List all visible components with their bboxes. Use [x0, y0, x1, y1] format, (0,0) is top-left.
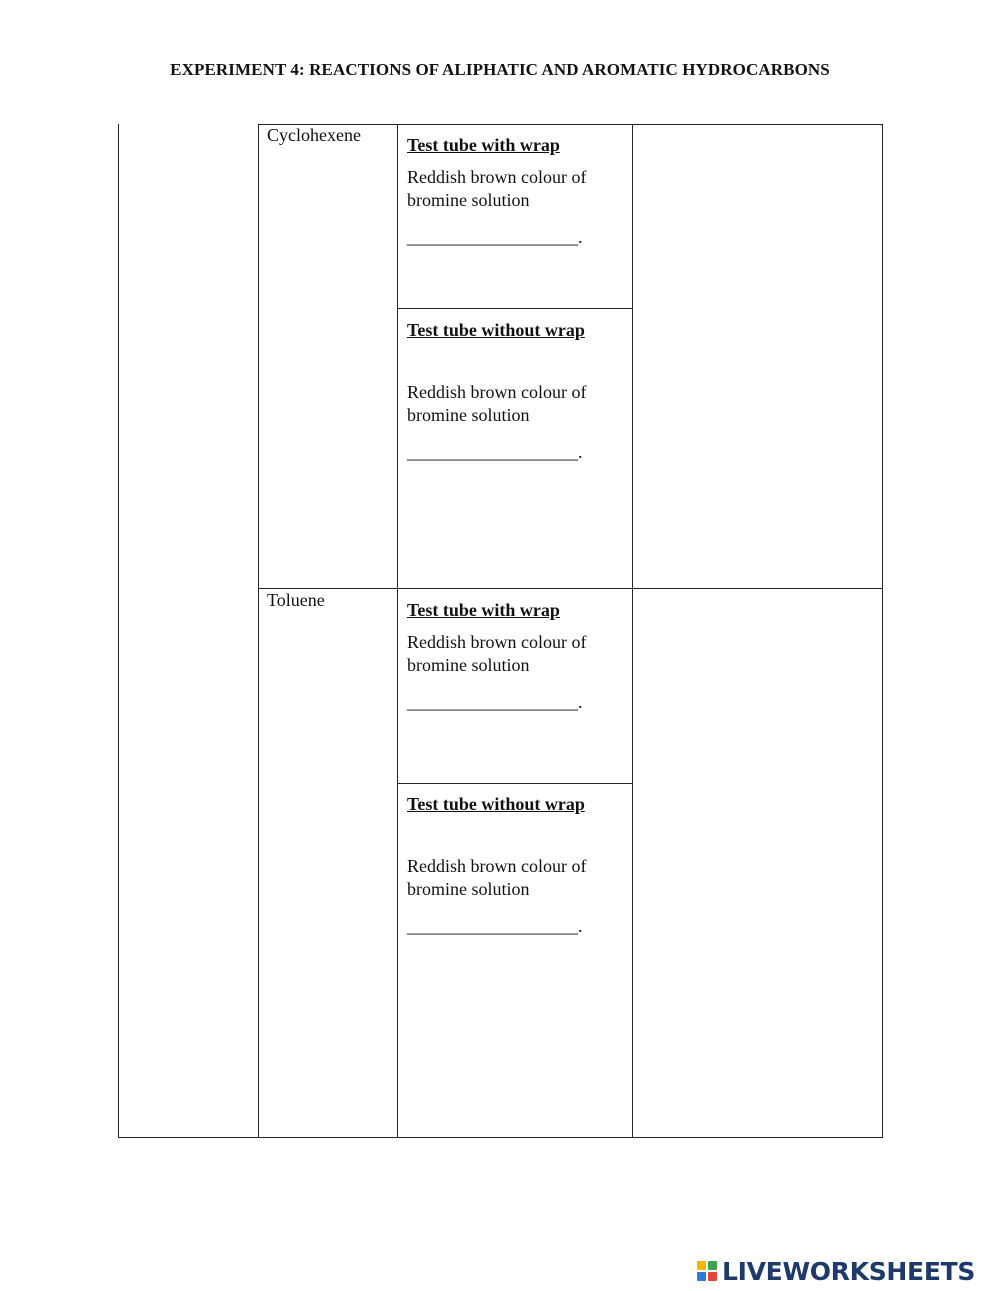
answer-blank[interactable]: ___________________. [407, 916, 583, 936]
row-divider [258, 588, 883, 589]
answer-blank[interactable]: ___________________. [407, 442, 583, 462]
answer-blank[interactable]: ___________________. [407, 692, 583, 712]
logo-square [697, 1272, 706, 1281]
logo-square [697, 1261, 706, 1270]
logo-square [708, 1272, 717, 1281]
observation-text: Reddish brown colour of bromine solution [407, 167, 587, 210]
answer-box-cyclohexene[interactable] [634, 126, 880, 586]
table-border-left [118, 124, 119, 1138]
logo-square [708, 1261, 717, 1270]
observation-with-wrap [407, 599, 627, 714]
observation-without-wrap [407, 793, 627, 938]
liveworksheets-logo[interactable] [697, 1256, 997, 1286]
page-title: EXPERIMENT 4: REACTIONS OF ALIPHATIC AND AROMATIC HYDROCARBONS [170, 60, 830, 79]
liveworksheets-logo-icon [697, 1261, 717, 1281]
observation-text: Reddish brown colour of bromine solution [407, 856, 587, 899]
observation-text: Reddish brown colour of bromine solution [407, 632, 587, 675]
cell-divider [397, 783, 633, 784]
answer-blank[interactable]: ___________________. [407, 227, 583, 247]
observation-heading: Test tube with wrap [407, 600, 560, 620]
table-divider-3 [632, 124, 633, 1138]
substance-label: Toluene [267, 590, 325, 610]
substance-label: Cyclohexene [267, 125, 361, 145]
answer-box-toluene[interactable] [634, 590, 880, 1135]
table-border-right [882, 124, 883, 1138]
table-bottom-line [118, 1137, 883, 1138]
table-divider-1 [258, 124, 259, 1138]
observation-text: Reddish brown colour of bromine solution [407, 382, 587, 425]
observation-heading: Test tube without wrap [407, 794, 585, 814]
observation-without-wrap [407, 319, 627, 464]
logo-text: LIVEWORKSHEETS [722, 1256, 976, 1286]
observation-heading: Test tube with wrap [407, 135, 560, 155]
cell-divider [397, 308, 633, 309]
observation-with-wrap [407, 134, 627, 249]
table-divider-2 [397, 124, 398, 1138]
observation-heading: Test tube without wrap [407, 320, 585, 340]
